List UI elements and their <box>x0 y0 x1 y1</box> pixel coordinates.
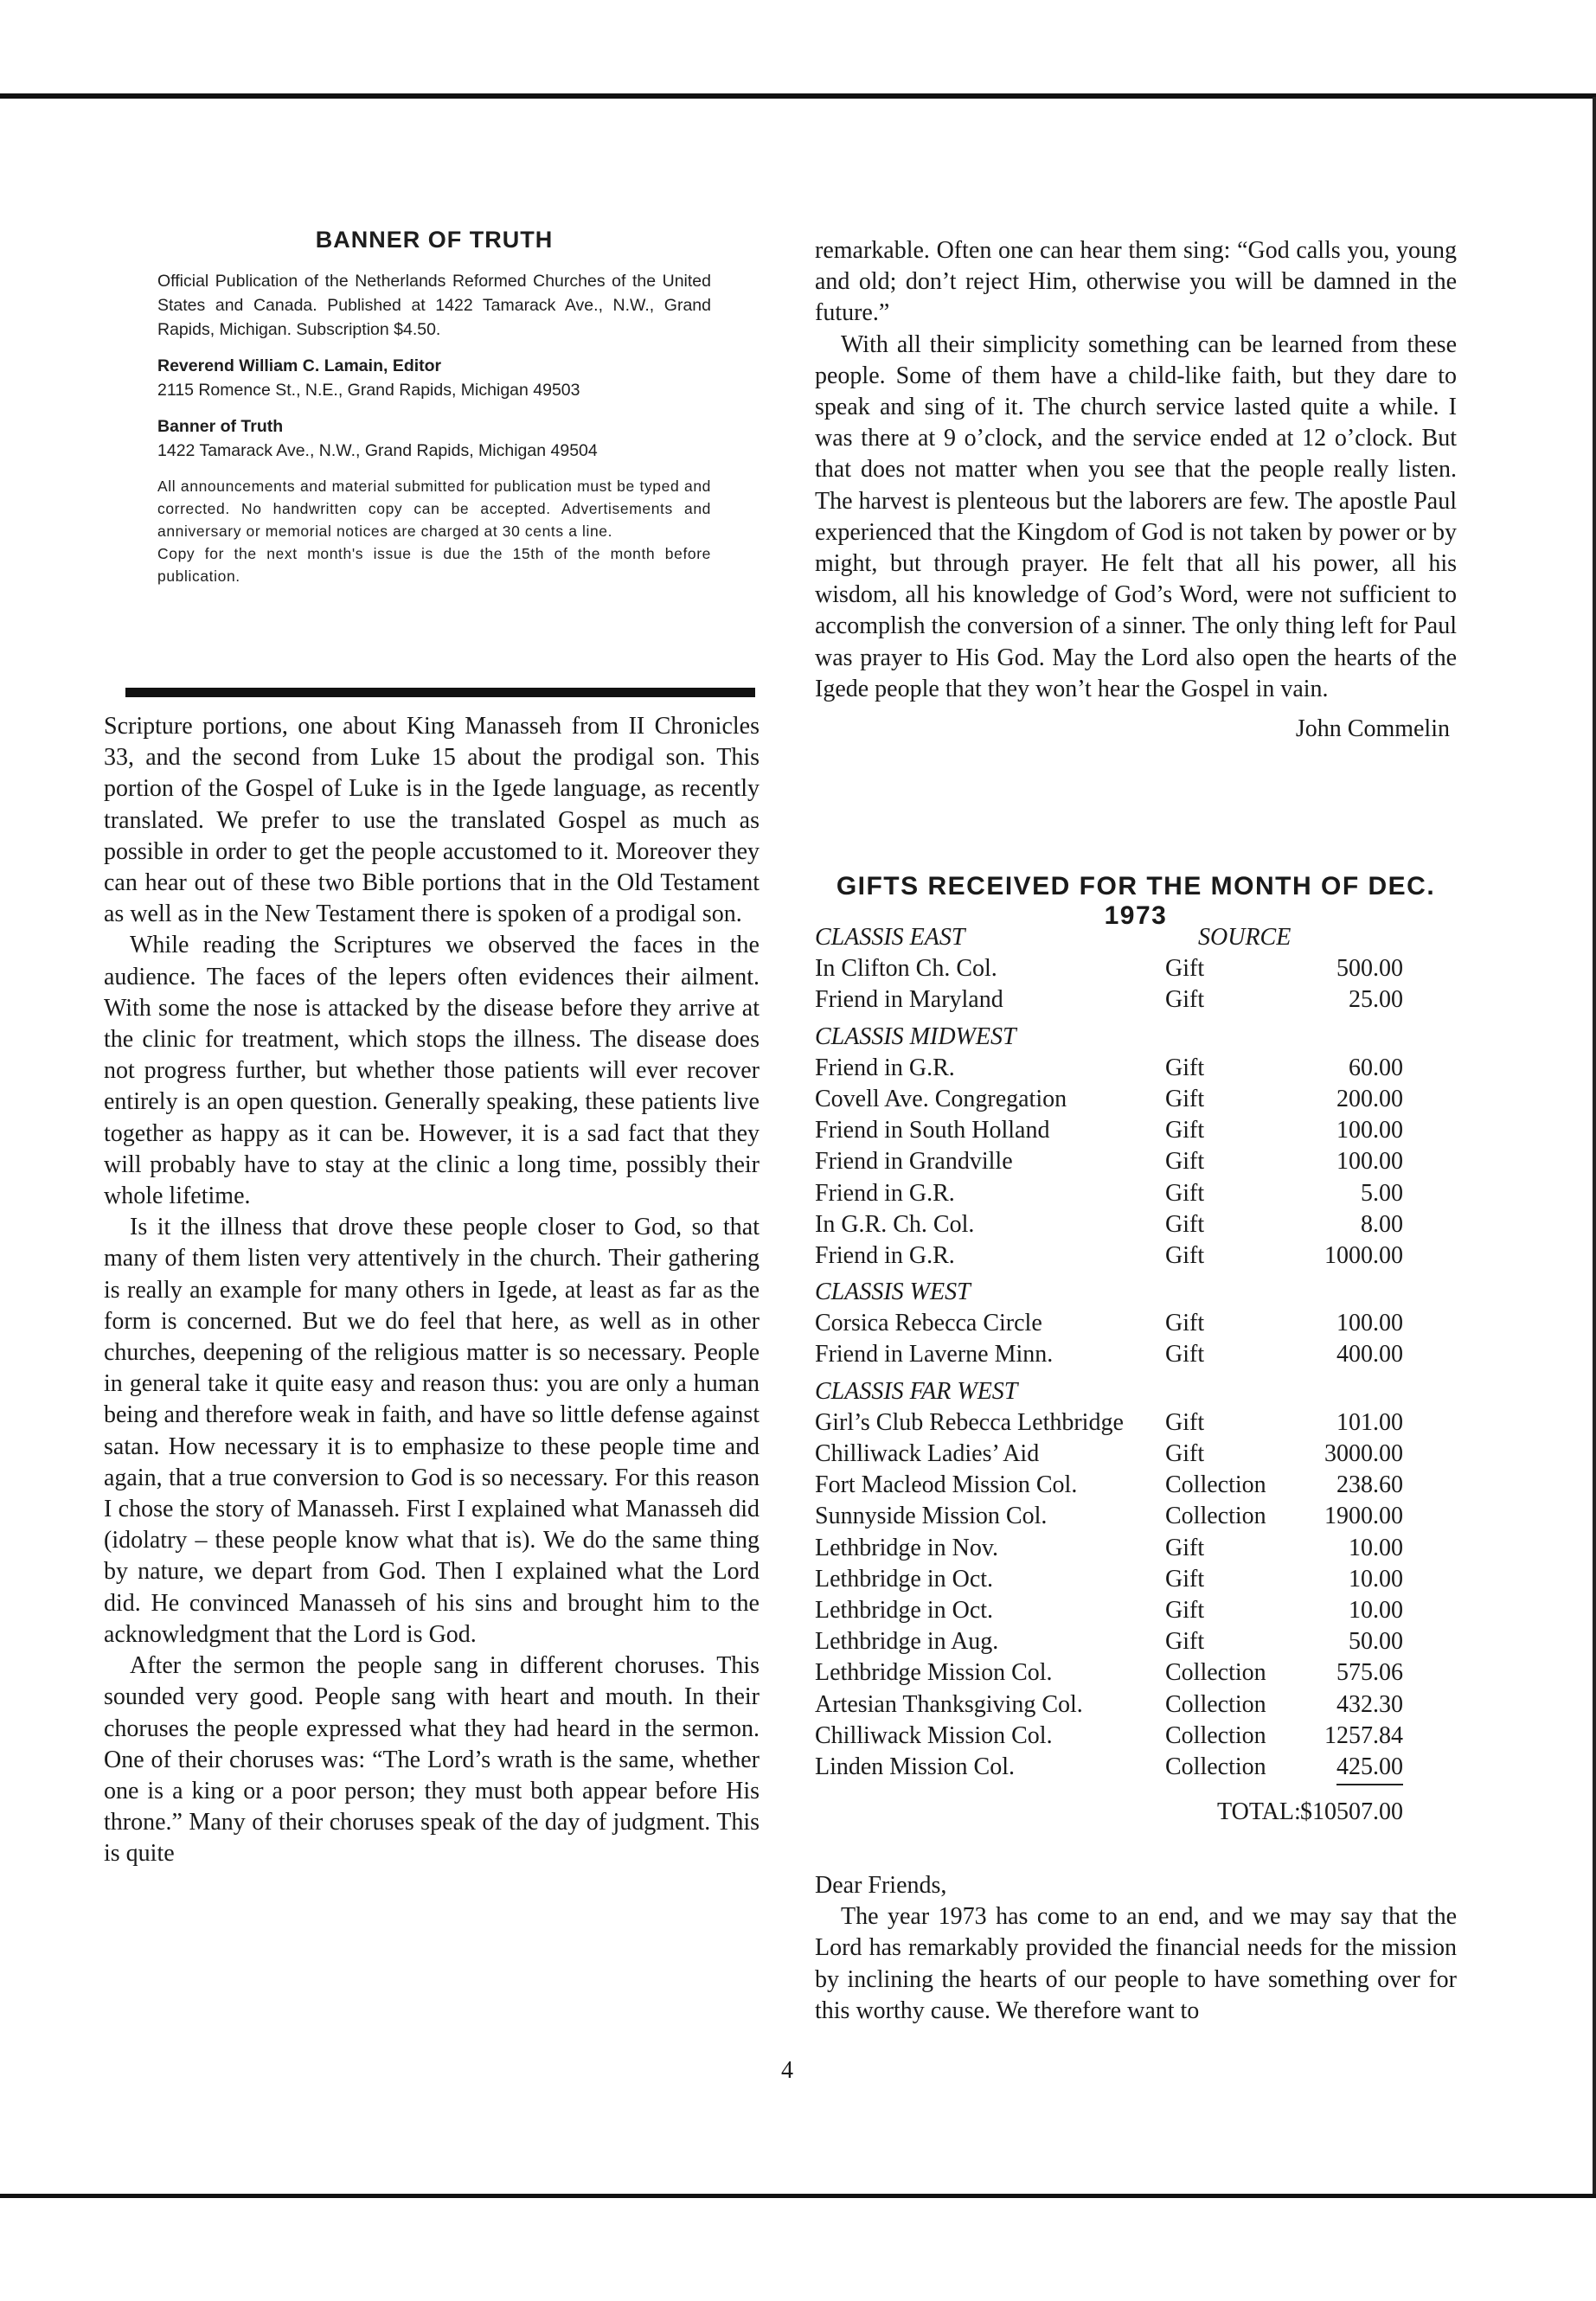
editor-address: 2115 Romence St., N.E., Grand Rapids, Michigan 49503 <box>157 381 580 400</box>
editor-name: Reverend William C. Lamain, Editor <box>157 356 442 375</box>
paragraph: With all their simplicity something can be learned from these people. Some of them have a child-like faith, but they dare to speak and sing of it. The church service lasted quite a while. I was there at 9 o’clock, and the service ended at 12 o’clock. But that does not matter when you see that the people really listen. The harvest is plenteous but the laborers are few. The apostle Paul experienced that the Kingdom of God is not taken by power or by might, but through prayer. He felt that all his power, all his wisdom, all his knowledge of God’s Word, were not sufficient to accomplish the conversion of a sinner. The only thing left for Paul was prayer to His God. May the Lord also open the hearts of the Igede people that they won’t hear the Gospel in vain. <box>815 330 1457 702</box>
gifts-total-row <box>815 1795 1457 1830</box>
donor-source: Gift <box>1165 1408 1205 1436</box>
donor-name: Lethbridge in Aug. <box>815 1628 999 1656</box>
right-column-top <box>815 235 1457 745</box>
donor-name: Lethbridge Mission Col. <box>815 1659 1053 1687</box>
donor-name: Artesian Thanksgiving Col. <box>815 1690 1083 1718</box>
table-row <box>815 1115 1457 1146</box>
donor-amount: 10.00 <box>1349 1596 1403 1624</box>
donor-amount: 200.00 <box>1336 1085 1403 1112</box>
gifts-table <box>815 919 1457 1830</box>
paragraph: remarkable. Often one can hear them sing: “God calls you, young and old; don’t reject Him, otherwise you will be damned in the future.” <box>815 237 1457 327</box>
masthead-divider <box>125 688 755 697</box>
donor-name: Lethbridge in Oct. <box>815 1596 994 1624</box>
table-row <box>815 1721 1457 1752</box>
donor-amount: 10.00 <box>1349 1565 1403 1593</box>
donor-amount: 101.00 <box>1336 1408 1403 1436</box>
donor-source: Gift <box>1165 955 1205 983</box>
table-row <box>815 1308 1457 1339</box>
donor-name: In G.R. Ch. Col. <box>815 1210 975 1238</box>
donor-name: Covell Ave. Congregation <box>815 1085 1067 1112</box>
paragraph: Scripture portions, one about King Manasseh from II Chronicles 33, and the second from Luke 15 about the prodigal son. This portion of the Gospel of Luke is in the Igede language, as recently translated. We prefer to use the translated Gospel as much as possible in order to get the people accustomed to it. Moreover they can hear out of these two Bible portions that in the Old Testament as well as in the New Testament there is spoken of a prodigal son. <box>104 713 760 928</box>
donor-name: In Clifton Ch. Col. <box>815 955 997 983</box>
classis-heading: CLASSIS FAR WEST <box>815 1377 1018 1405</box>
page-number: 4 <box>781 2057 793 2084</box>
table-row <box>815 1470 1457 1501</box>
table-row <box>815 1689 1457 1721</box>
table-row <box>815 1407 1457 1439</box>
donor-source: Gift <box>1165 1628 1205 1656</box>
donor-amount: 575.06 <box>1336 1659 1403 1687</box>
donor-amount: 3000.00 <box>1324 1440 1403 1467</box>
gifts-title: GIFTS RECEIVED FOR THE MONTH OF DEC. 1973 <box>836 872 1436 930</box>
classis-heading: CLASSIS WEST <box>815 1279 971 1306</box>
donor-amount: 425.00 <box>1336 1752 1403 1785</box>
donor-amount: 10.00 <box>1349 1534 1403 1561</box>
table-row <box>815 1053 1457 1084</box>
paragraph: Is it the illness that drove these people closer to God, so that many of them listen very attentively in the church. Their gathering is really an example for many others in Igede, at least as far as the form is concerned. But we do feel that here, as well as in other churches, deepening of the religious matter is so necessary. People in general take it quite easy and reason thus: you are only a human being and therefore weak in faith, and have so little defense against satan. How necessary it is to emphasize to these people time and again, that a true conversion to God is so necessary. For this reason I chose the story of Manasseh. First I explained what Manasseh did (idolatry – these people know what that is). We do the same thing by nature, we depart from God. Then I explained what the Lord did. He convinced Manasseh of his sins and brought him to the acknowledgment that the Lord is God. <box>104 1214 760 1648</box>
total-label: TOTAL: <box>1217 1798 1301 1826</box>
donor-source: Collection <box>1165 1471 1266 1499</box>
donor-source: Gift <box>1165 1565 1205 1593</box>
donor-amount: 100.00 <box>1336 1117 1403 1144</box>
scan-bottom-edge <box>0 2194 1596 2198</box>
table-row <box>815 1439 1457 1470</box>
signature: John Commelin <box>1295 715 1450 743</box>
table-row <box>815 1178 1457 1209</box>
donor-name: Friend in South Holland <box>815 1117 1050 1144</box>
donor-source: Gift <box>1165 1085 1205 1112</box>
donor-name: Friend in G.R. <box>815 1179 955 1207</box>
table-row <box>815 1564 1457 1595</box>
masthead-banner <box>157 414 711 463</box>
donor-amount: 100.00 <box>1336 1310 1403 1337</box>
donor-name: Friend in Laverne Minn. <box>815 1341 1054 1368</box>
masthead-notice-2: Copy for the next month's issue is due the 15th of the month before publication. <box>157 545 711 585</box>
donor-amount: 238.60 <box>1336 1471 1403 1499</box>
table-row <box>815 1752 1457 1783</box>
donor-source: Collection <box>1165 1690 1266 1718</box>
donor-source: Gift <box>1165 1534 1205 1561</box>
donor-name: Corsica Rebecca Circle <box>815 1310 1042 1337</box>
donor-name: Friend in G.R. <box>815 1054 955 1081</box>
table-row <box>815 1084 1457 1115</box>
donor-name: Chilliwack Mission Col. <box>815 1721 1053 1749</box>
table-row <box>815 1240 1457 1272</box>
donor-source: Gift <box>1165 1440 1205 1467</box>
table-row <box>815 1657 1457 1689</box>
table-row <box>815 984 1457 1016</box>
donor-name: Lethbridge in Oct. <box>815 1565 994 1593</box>
letter-salutation: Dear Friends, <box>815 1872 947 1899</box>
table-row <box>815 1626 1457 1657</box>
total-amount: $10507.00 <box>1300 1798 1403 1826</box>
table-row <box>815 1339 1457 1370</box>
donor-source: Gift <box>1165 1310 1205 1337</box>
donor-source: Collection <box>1165 1753 1266 1780</box>
donor-amount: 50.00 <box>1349 1628 1403 1656</box>
donor-name: Linden Mission Col. <box>815 1753 1016 1780</box>
scan-top-edge <box>0 93 1596 99</box>
donor-name: Friend in Grandville <box>815 1148 1013 1176</box>
donor-amount: 1000.00 <box>1324 1241 1403 1269</box>
table-row <box>815 1209 1457 1240</box>
masthead-editor <box>157 354 711 402</box>
table-row <box>815 1501 1457 1532</box>
donor-amount: 60.00 <box>1349 1054 1403 1081</box>
donor-amount: 100.00 <box>1336 1148 1403 1176</box>
scan-top-margin <box>0 0 1596 97</box>
donor-name: Girl’s Club Rebecca Lethbridge <box>815 1408 1124 1436</box>
table-row <box>815 953 1457 984</box>
donor-amount: 8.00 <box>1361 1210 1403 1238</box>
masthead-title: BANNER OF TRUTH <box>315 227 554 253</box>
donor-amount: 432.30 <box>1336 1690 1403 1718</box>
donor-source: Gift <box>1165 1241 1205 1269</box>
classis-heading: CLASSIS MIDWEST <box>815 1022 1016 1050</box>
donor-amount: 1900.00 <box>1324 1503 1403 1530</box>
table-row <box>815 1146 1457 1177</box>
donor-source: Collection <box>1165 1503 1266 1530</box>
donor-amount: 5.00 <box>1361 1179 1403 1207</box>
gifts-header-row <box>815 922 1457 953</box>
classis-heading: CLASSIS EAST <box>815 924 965 951</box>
masthead <box>157 227 711 587</box>
donor-source: Collection <box>1165 1659 1266 1687</box>
donor-source: Gift <box>1165 1117 1205 1144</box>
table-row <box>815 1533 1457 1564</box>
table-row <box>815 1595 1457 1626</box>
source-heading: SOURCE <box>1198 924 1292 951</box>
masthead-notice-1: All announcements and material submitted for publication must be typed and corrected. No handwritten copy can be accepted. Advertisements and anniversary or memorial notices are charged at 30 cents a line. <box>157 478 711 540</box>
donor-amount: 25.00 <box>1349 986 1403 1014</box>
donor-name: Chilliwack Ladies’ Aid <box>815 1440 1040 1467</box>
donor-name: Fort Macleod Mission Col. <box>815 1471 1078 1499</box>
donor-amount: 400.00 <box>1336 1341 1403 1368</box>
donor-name: Friend in G.R. <box>815 1241 955 1269</box>
banner-name: Banner of Truth <box>157 417 284 436</box>
paragraph: The year 1973 has come to an end, and we may say that the Lord has remarkably provided the financial needs for the mission by inclining the hearts of our people to have something over for this worthy cause. We therefore want to <box>815 1903 1457 2024</box>
donor-source: Collection <box>1165 1721 1266 1749</box>
donor-source: Gift <box>1165 1054 1205 1081</box>
donor-source: Gift <box>1165 1341 1205 1368</box>
paragraph: After the sermon the people sang in different choruses. This sounded very good. People sang with heart and mouth. In their choruses the people expressed what they had heard in the sermon. One of their choruses was: “The Lord’s wrath is the same, whether one is a king or a poor person; they must both appear before His throne.” Many of their choruses speak of the day of judgment. This is quite <box>104 1652 760 1868</box>
left-column <box>104 711 760 1870</box>
donor-source: Gift <box>1165 1148 1205 1176</box>
donor-amount: 500.00 <box>1336 955 1403 983</box>
donor-source: Gift <box>1165 1179 1205 1207</box>
masthead-official: Official Publication of the Netherlands Reformed Churches of the United States and Canada. Published at 1422 Tamarack Ave., N.W., Grand Rapids, Michigan. Subscription $4.50. <box>157 272 711 339</box>
donor-source: Gift <box>1165 1210 1205 1238</box>
donor-name: Friend in Maryland <box>815 986 1003 1014</box>
letter <box>815 1870 1457 2027</box>
donor-source: Gift <box>1165 986 1205 1014</box>
donor-amount: 1257.84 <box>1324 1721 1403 1749</box>
donor-name: Lethbridge in Nov. <box>815 1534 999 1561</box>
scan-right-edge <box>1593 97 1596 2195</box>
donor-name: Sunnyside Mission Col. <box>815 1503 1048 1530</box>
banner-address: 1422 Tamarack Ave., N.W., Grand Rapids, Michigan 49504 <box>157 441 598 460</box>
paragraph: While reading the Scriptures we observed the faces in the audience. The faces of the lepers often evidences their ailment. With some the nose is attacked by the disease before they arrive at the clinic for treatment, which stops the illness. The disease does not progress further, but whether those patients will ever recover entirely is an open question. Generally speaking, these patients live together as happy as it can be. However, it is a sad fact that they will probably have to stay at the clinic a long time, possibly their whole lifetime. <box>104 932 760 1210</box>
donor-source: Gift <box>1165 1596 1205 1624</box>
